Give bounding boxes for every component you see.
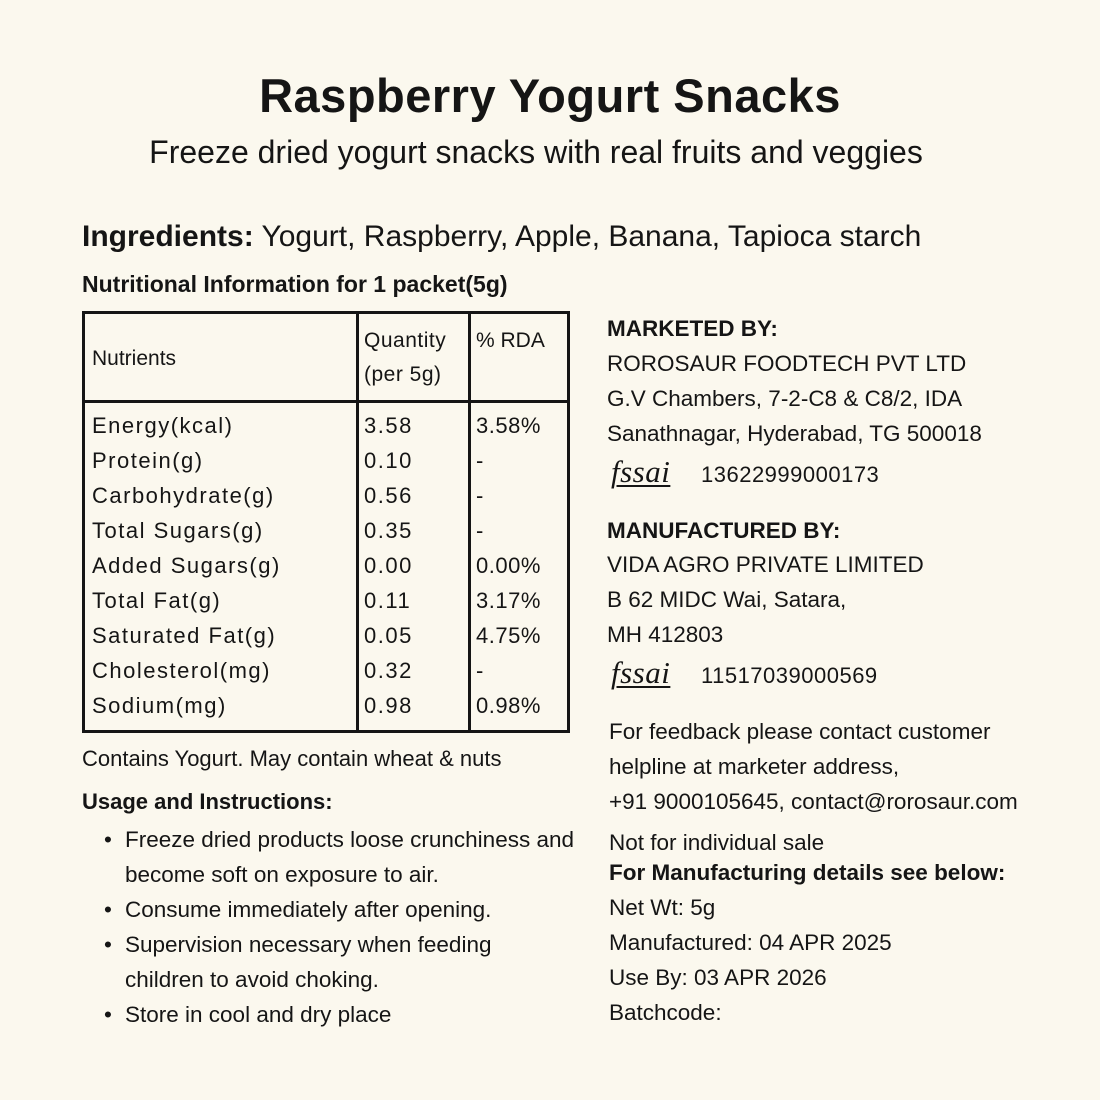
table-row: [85, 478, 567, 513]
ingredients-text: Yogurt, Raspberry, Apple, Banana, Tapioca starch: [261, 220, 922, 253]
nutrient-qty: 3.58: [364, 413, 413, 438]
nutrient-qty: 0.05: [364, 623, 413, 648]
manufacturer-fssai-number: 11517039000569: [701, 663, 878, 688]
table-row: [85, 513, 567, 548]
marketed-by-label: MARKETED BY:: [607, 316, 778, 341]
nutrient-name: Carbohydrate(g): [92, 483, 275, 508]
fssai-logo-text: fssai: [611, 655, 671, 690]
marketer-address-line1: G.V Chambers, 7-2-C8 & C8/2, IDA: [607, 386, 963, 411]
feedback-line2: helpline at marketer address,: [609, 754, 900, 779]
use-by-date: Use By: 03 APR 2026: [609, 965, 827, 990]
table-row: [85, 443, 567, 478]
header-nutrients: Nutrients: [92, 347, 177, 370]
manufacturer-name: VIDA AGRO PRIVATE LIMITED: [607, 552, 924, 577]
table-row: [85, 653, 567, 688]
nutrient-name: Total Sugars(g): [92, 518, 264, 543]
nutrient-name: Saturated Fat(g): [92, 623, 277, 648]
nutrient-qty: 0.32: [364, 658, 413, 683]
not-for-sale: Not for individual sale: [609, 830, 825, 855]
table-row: [85, 408, 567, 443]
mfg-details-title: For Manufacturing details see below:: [609, 860, 1006, 885]
nutrient-qty: 0.98: [364, 693, 413, 718]
header-rda: % RDA: [476, 329, 545, 352]
nutrient-name: Total Fat(g): [92, 588, 222, 613]
product-subtitle: Freeze dried yogurt snacks with real fruits and veggies: [149, 134, 923, 170]
marketer-address-line2: Sanathnagar, Hyderabad, TG 500018: [607, 421, 982, 446]
feedback-contact: +91 9000105645, contact@rorosaur.com: [609, 789, 1018, 814]
header-quantity: [364, 324, 446, 392]
manufactured-by-label: MANUFACTURED BY:: [607, 518, 841, 543]
batchcode: Batchcode:: [609, 1000, 722, 1025]
feedback-line1: For feedback please contact customer: [609, 719, 991, 744]
fssai-logo: [611, 454, 670, 490]
ingredients-line: [82, 220, 921, 254]
ingredients-label: Ingredients:: [82, 220, 254, 253]
nutrient-qty: 0.11: [364, 588, 412, 613]
nutrient-name: Cholesterol(mg): [92, 658, 271, 683]
nutrient-rda: 4.75%: [476, 623, 541, 648]
table-row: [85, 548, 567, 583]
nutrition-table: [82, 311, 570, 733]
list-item: • Freeze dried products loose crunchiness and become soft on exposure to air.: [104, 822, 574, 892]
manufacturer-address-line1: B 62 MIDC Wai, Satara,: [607, 587, 847, 612]
nutrient-qty: 0.35: [364, 518, 413, 543]
header-quantity-line1: Quantity: [364, 329, 447, 352]
fssai-logo: [611, 655, 670, 691]
nutrient-rda: 0.00%: [476, 553, 541, 578]
allergen-statement: Contains Yogurt. May contain wheat & nuts: [82, 746, 502, 771]
nutrient-rda: 3.58%: [476, 413, 541, 438]
manufacturer-address-line2: MH 412803: [607, 622, 724, 647]
nutrient-name: Energy(kcal): [92, 413, 234, 438]
marketer-name: ROROSAUR FOODTECH PVT LTD: [607, 351, 967, 376]
table-row: [85, 583, 567, 618]
product-title: Raspberry Yogurt Snacks: [259, 69, 841, 122]
nutrition-title: Nutritional Information for 1 packet(5g): [82, 271, 508, 297]
nutrient-qty: 0.10: [364, 448, 413, 473]
list-item: • Supervision necessary when feeding children to avoid choking.: [104, 927, 574, 997]
list-item: • Store in cool and dry place: [104, 997, 574, 1032]
list-item: • Consume immediately after opening.: [104, 892, 574, 927]
manufactured-date: Manufactured: 04 APR 2025: [609, 930, 892, 955]
nutrient-rda: 0.98%: [476, 693, 541, 718]
nutrient-rda: -: [476, 658, 484, 683]
nutrient-name: Added Sugars(g): [92, 553, 281, 578]
nutrient-rda: -: [476, 483, 484, 508]
nutrient-rda: -: [476, 448, 484, 473]
net-weight: Net Wt: 5g: [609, 895, 716, 920]
nutrient-name: Protein(g): [92, 448, 204, 473]
nutrient-name: Sodium(mg): [92, 693, 227, 718]
header-quantity-line2: (per 5g): [364, 363, 442, 386]
marketer-fssai-number: 13622999000173: [701, 462, 880, 487]
nutrient-qty: 0.00: [364, 553, 413, 578]
table-row: [85, 688, 567, 723]
nutrient-rda: 3.17%: [476, 588, 541, 613]
nutrient-qty: 0.56: [364, 483, 413, 508]
table-header-divider: [85, 400, 567, 403]
usage-list: [104, 822, 574, 1032]
usage-title: Usage and Instructions:: [82, 789, 333, 814]
fssai-logo-text: fssai: [611, 454, 671, 489]
table-row: [85, 618, 567, 653]
nutrient-rda: -: [476, 518, 484, 543]
